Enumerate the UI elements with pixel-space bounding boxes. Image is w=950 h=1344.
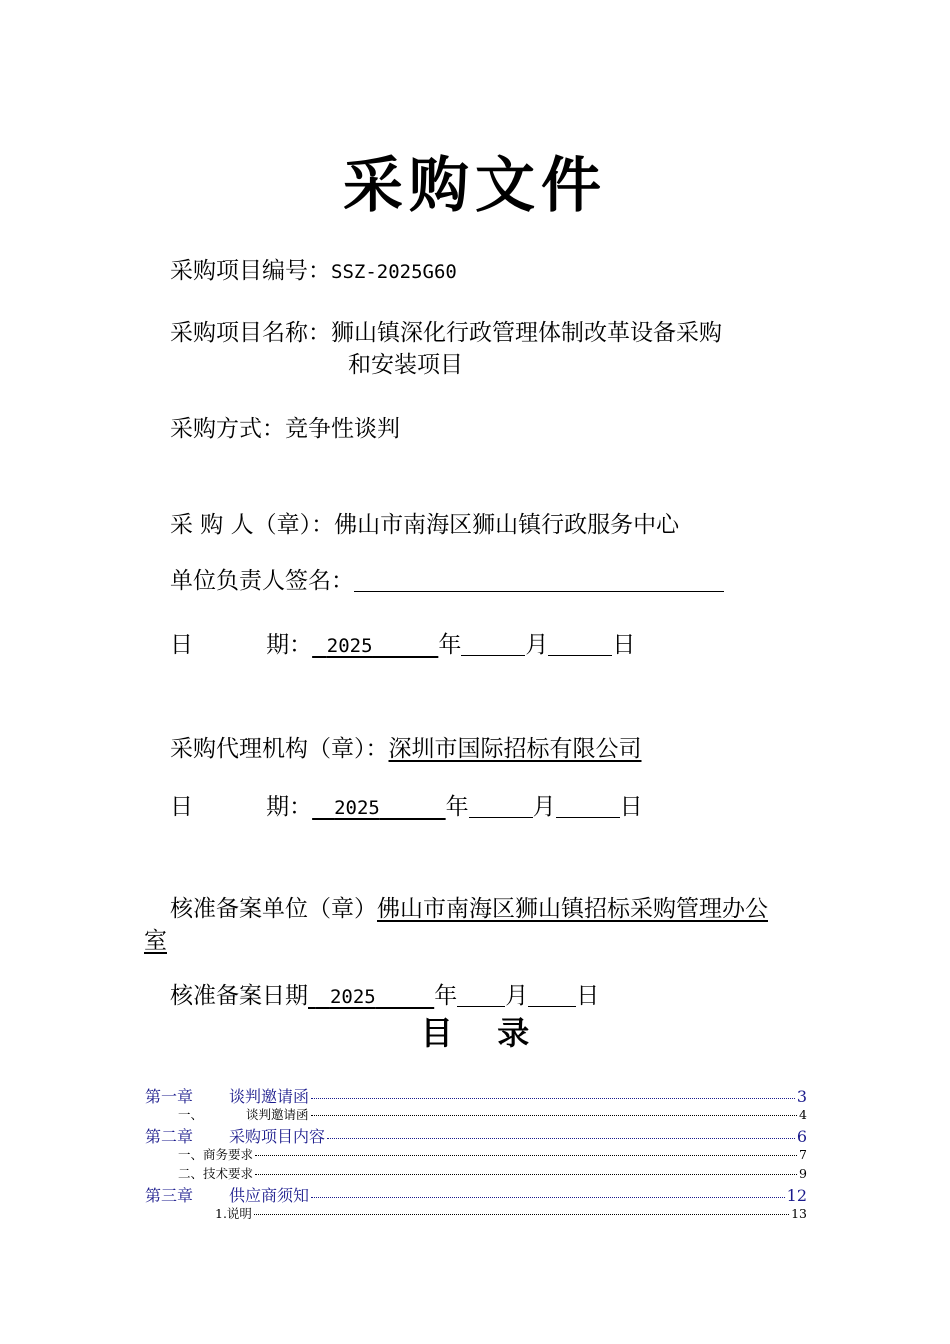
toc-title: 商务要求	[203, 1147, 254, 1162]
toc-section-num: 一、	[178, 1147, 204, 1162]
project-number: SSZ-2025G60	[331, 261, 457, 283]
toc-entry[interactable]	[178, 1164, 807, 1182]
date-label: 日 期：	[170, 794, 313, 820]
toc-chapter-num: 第一章	[145, 1087, 194, 1106]
day-blank[interactable]	[556, 795, 620, 818]
toc-page: 12	[786, 1186, 807, 1205]
day-blank[interactable]	[548, 633, 612, 656]
toc-page: 7	[799, 1147, 807, 1162]
document-title: 采购文件	[343, 151, 607, 221]
date-year: 2025	[326, 635, 373, 657]
toc-section-num: 二、	[178, 1166, 204, 1181]
toc-entry[interactable]	[178, 1145, 807, 1163]
approval-date-row	[170, 977, 599, 1010]
agency-value: 深圳市国际招标有限公司	[388, 736, 642, 762]
toc-chapter-num: 第二章	[145, 1127, 194, 1146]
toc-chapter-num: 第三章	[145, 1186, 194, 1205]
toc-entry[interactable]	[215, 1204, 807, 1222]
method-row	[170, 410, 400, 443]
project-number-row	[170, 252, 457, 285]
approval-unit-line2: 室	[144, 928, 167, 954]
method-value: 竞争性谈判	[285, 416, 400, 442]
project-name-line1: 狮山镇深化行政管理体制改革设备采购	[331, 320, 722, 346]
day-blank[interactable]	[528, 984, 576, 1007]
toc-leader	[255, 1155, 797, 1156]
date-label: 日 期：	[170, 632, 313, 658]
agency-row	[170, 730, 642, 763]
year-char: 年	[438, 632, 462, 658]
project-name-row	[170, 314, 722, 347]
signature-row	[170, 562, 724, 595]
month-char: 月	[525, 632, 549, 658]
toc-page: 6	[796, 1127, 807, 1146]
purchaser-date-row	[170, 626, 635, 659]
day-char: 日	[576, 983, 600, 1009]
toc-section-num: 一、	[178, 1107, 204, 1122]
month-char: 月	[505, 983, 529, 1009]
toc-heading: 目 录	[420, 1014, 530, 1052]
toc-leader	[327, 1138, 795, 1139]
project-number-label: 采购项目编号：	[170, 258, 331, 284]
approval-unit-row	[170, 890, 768, 923]
toc-entry[interactable]	[178, 1105, 807, 1123]
day-char: 日	[612, 632, 636, 658]
toc-title: 供应商须知	[229, 1186, 310, 1205]
purchaser-label: 采 购 人（章）：	[170, 512, 335, 538]
toc-title: 技术要求	[203, 1166, 254, 1181]
approval-unit-label: 核准备案单位（章）	[170, 896, 377, 922]
toc-leader	[311, 1197, 785, 1198]
toc-page: 13	[791, 1206, 807, 1221]
approval-year: 2025	[329, 986, 376, 1008]
signature-blank[interactable]	[354, 569, 724, 592]
month-blank[interactable]	[457, 984, 505, 1007]
purchaser-value: 佛山市南海区狮山镇行政服务中心	[334, 512, 680, 538]
toc-title: 1.说明	[215, 1206, 252, 1221]
year-char: 年	[434, 983, 458, 1009]
project-name-label: 采购项目名称：	[170, 320, 331, 346]
month-char: 月	[532, 794, 556, 820]
toc-entry[interactable]	[145, 1124, 807, 1147]
signature-label: 单位负责人签名：	[170, 568, 354, 594]
toc-title: 采购项目内容	[229, 1127, 326, 1146]
method-label: 采购方式：	[170, 416, 285, 442]
approval-unit-line1: 佛山市南海区狮山镇招标采购管理办公	[377, 896, 768, 922]
approval-date-label: 核准备案日期	[170, 983, 308, 1009]
toc-leader	[255, 1174, 797, 1175]
purchaser-row	[170, 506, 679, 539]
toc-entry[interactable]	[145, 1084, 807, 1107]
toc-leader	[311, 1098, 795, 1099]
month-blank[interactable]	[461, 633, 525, 656]
month-blank[interactable]	[469, 795, 533, 818]
toc-page: 3	[796, 1087, 807, 1106]
year-char: 年	[445, 794, 469, 820]
toc-title: 谈判邀请函	[229, 1087, 310, 1106]
date-year: 2025	[334, 797, 380, 819]
project-name-line2: 和安装项目	[348, 352, 463, 378]
toc-page: 4	[799, 1107, 807, 1122]
day-char: 日	[619, 794, 643, 820]
agency-label: 采购代理机构（章）：	[170, 736, 389, 762]
toc-entry[interactable]	[145, 1183, 807, 1206]
toc-title: 谈判邀请函	[246, 1107, 309, 1122]
toc-leader	[311, 1115, 798, 1116]
toc-leader	[254, 1214, 789, 1215]
agency-date-row	[170, 788, 643, 821]
toc-page: 9	[799, 1166, 807, 1181]
